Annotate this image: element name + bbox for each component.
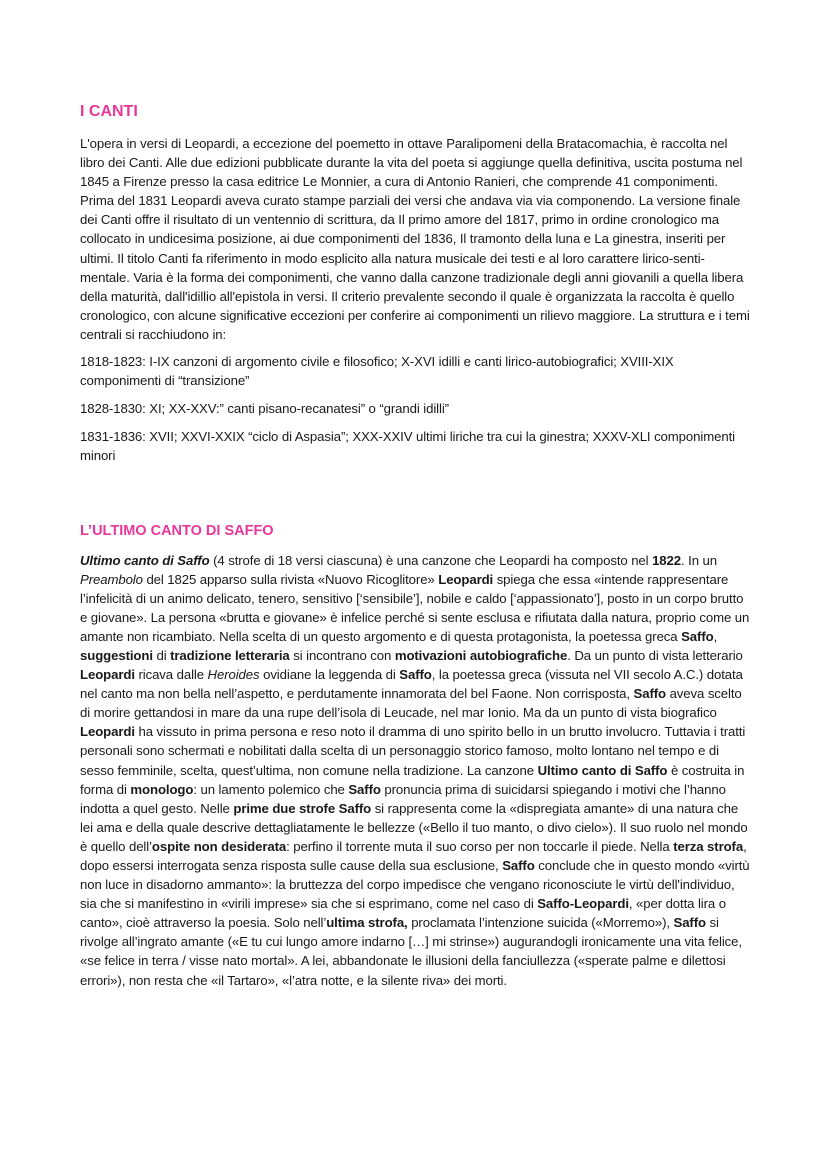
text-run: Ultimo canto di Saffo: [537, 762, 668, 778]
text-run: Saffo: [399, 667, 432, 683]
text-run: terza strofa: [673, 838, 744, 854]
text-run: aveva scelto di morire gettandosi in mare da una rupe dell’isola di Leucade, nel mar Ionio. Ma da un punto di vista biografico: [80, 686, 742, 721]
text-run: . In un: [681, 552, 717, 568]
text-run: , la poetessa greca (vissuta nel VII secolo A.C.) dotata nel canto ma non bella nell’aspetto, e perdutamente innamorata del bel Faone. Non corrisposta,: [80, 667, 743, 702]
text-run: Saffo: [673, 915, 706, 931]
text-run: , «per dotta lira o canto», cioè attraverso la poesia. Solo nell’: [80, 896, 726, 931]
text-run: pronuncia prima di suicidarsi spiegando i motivi che l’hanno indotta a quel gesto. Nelle: [80, 781, 726, 816]
text-run: spiega che essa «intende rappresentare l’infelicità di un animo delicato, tenero, sensitivo [‘sensibile’], nobile e caldo [‘appassionato’], posto in un corpo brutto e giovane». La persona «brutta e giovane» è infelice perché si sente esclusa e rifiutata dalla natura, proprio come un amante non ricambiato. Nella scelta di un questo argomento e di questa protagonista, la poetessa greca: [80, 571, 750, 644]
text-run: conclude che in questo mondo «virtù non luce in disadorno ammanto»: la bruttezza del corpo impedisce che vengano riconosciute le virtù dell'individuo, sia che si manifestino in «virili imprese» sia che si esprimano, come nel caso di: [80, 858, 750, 912]
saffo-body-paragraph: [80, 551, 752, 990]
text-run: ospite non desiderata: [151, 838, 287, 854]
text-run: è costruita in forma di: [80, 762, 745, 797]
text-run: del 1825 apparso sulla rivista «Nuovo Ricoglitore»: [142, 571, 439, 587]
text-run: proclamata l’intenzione suicida («Morremo»),: [407, 915, 674, 931]
text-run: Saffo: [633, 686, 666, 702]
section-title-canti: I CANTI: [80, 103, 138, 120]
canti-intro-paragraph: L'opera in versi di Leopardi, a eccezione del poemetto in ottave Paralipomeni della Bratacomachia, è raccolta nel libro dei Canti. Alle due edizioni pubblicate durante la vita del poeta si aggiunge quella definitiva, uscita postuma nel 1845 a Firenze presso la casa editrice Le Monnier, a cura di Antonio Ranieri, che comprende 41 componimenti. Prima del 1831 Leopardi aveva curato stampe parziali dei versi che andava via via componendo. La versione finale dei Canti offre il risultato di un ventennio di scrittura, da Il primo amore del 1817, primo in ordine cronologico ma collocato in undicesima posizione, ai due componimenti del 1836, Il tramonto della luna e La ginestra, inseriti per ultimi. Il titolo Canti fa riferimento in modo esplicito alla natura musicale dei testi e al loro carattere lirico-senti- mentale. Varia è la forma dei componimenti, che vanno dalla canzone tradizionale degli anni giovanili a quella libera della maturità, dall'idillio all'epistola in versi. Il criterio prevalente secondo il quale è organizzata la raccolta è quello cronologico, con alcune significative eccezioni per conferire ai componimenti un rilievo maggiore. La struttura e i temi centrali si racchiudono in:: [80, 136, 750, 342]
text-run: si rappresenta come la «dispregiata amante» di una natura che lei ama e della quale descrive dettagliatamente le bellezze («Bello il tuo manto, o divo cielo»). Il suo ruolo nel mondo è quello dell’: [80, 800, 748, 854]
text-run: Leopardi: [438, 571, 494, 587]
text-run: Heroides: [207, 667, 260, 683]
text-run: Saffo: [502, 858, 535, 873]
text-run: ricava dalle: [134, 667, 208, 683]
text-run: ultima strofa,: [326, 915, 408, 931]
text-run: (4 strofe di 18 versi ciascuna) è una canzone che Leopardi ha composto nel: [209, 552, 653, 568]
text-run: ,: [713, 628, 718, 644]
period-1828-1830: 1828-1830: XI; XX-XXV:” canti pisano-recanatesi” o “grandi idilli”: [80, 401, 449, 417]
text-run: ha vissuto in prima persona e reso noto il dramma di uno spirito bello in un brutto involucro. Tuttavia i tratti personali sono schermati e nobilitati dalla scelta di un personaggio storico famoso, molto lontano nel tempo e di sesso femminile, scelta, quest’ultima, non comune nella tradizione. La canzone: [80, 724, 746, 778]
text-run: tradizione letteraria: [170, 647, 290, 663]
text-run: si rivolge all’ingrato amante («E tu cui lungo amore indarno […] mi strinse») augurandogli ironicamente una vita felice, «se felice in terra / visse nato mortal». A lei, abbandonate le illusioni della fanciullezza («sperate palme e dilettosi errori»), non resta che «il Tartaro», «l’atra notte, e la silente riva» dei morti.: [80, 915, 742, 988]
text-run: Leopardi: [80, 724, 135, 740]
text-run: : un lamento polemico che: [193, 781, 349, 797]
text-run: motivazioni autobiografiche: [394, 647, 568, 663]
text-run: [80, 553, 210, 568]
section-spacer: [80, 475, 752, 521]
section-title-saffo: L’ULTIMO CANTO DI SAFFO: [80, 522, 274, 539]
text-run: ovidiane la leggenda di: [259, 667, 400, 683]
text-run: Preambolo: [80, 571, 143, 587]
text-run: . Da un punto di vista letterario: [567, 647, 743, 663]
text-run: 1822: [652, 552, 681, 568]
text-run: prime due strofe Saffo: [233, 800, 372, 816]
text-run: di: [152, 647, 171, 663]
text-run: Saffo-Leopardi: [537, 896, 629, 912]
period-1818-1823: 1818-1823: I-IX canzoni di argomento civile e filosofico; X-XVI idilli e canti lirico-autobiografici; XVIII-XIX componimenti di “transizione”: [80, 354, 674, 389]
text-run: Saffo: [348, 781, 381, 797]
text-run: si incontrano con: [289, 647, 395, 663]
text-run-bold-italic: Ultimo canto di Saffo: [80, 552, 210, 568]
period-1831-1836: 1831-1836: XVII; XXVI-XXIX “ciclo di Aspasia”; XXX-XXIV ultimi liriche tra cui la ginestra; XXXV-XLI componimenti minori: [80, 429, 735, 464]
text-run: Saffo: [681, 628, 714, 644]
text-run: Leopardi: [80, 667, 135, 683]
text-run: , dopo essersi interrogata senza risposta sulle cause della sua esclusione,: [80, 838, 747, 873]
text-run: monologo: [130, 781, 194, 797]
text-run: : perfino il torrente muta il suo corso per non toccarle il piede. Nella: [286, 838, 674, 854]
text-run: suggestioni: [80, 647, 153, 663]
